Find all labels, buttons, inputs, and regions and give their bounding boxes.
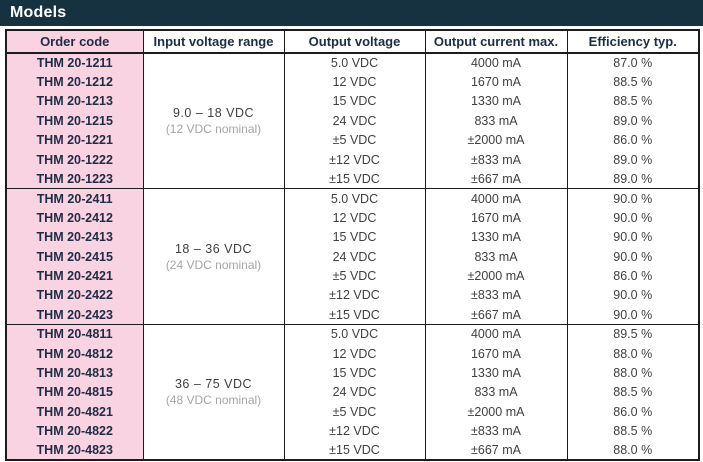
efficiency-cell: 89.5 % [567,324,699,343]
output-current-cell: 4000 mA [425,189,567,208]
output-voltage-cell: ±15 VDC [284,305,425,324]
efficiency-cell: 86.0 % [567,402,699,421]
efficiency-cell: 88.5 % [567,383,699,402]
order-code-cell: THM 20-1212 [6,72,143,91]
output-current-cell: 833 mA [425,383,567,402]
output-voltage-cell: ±5 VDC [284,266,425,285]
efficiency-cell: 88.5 % [567,72,699,91]
table-row [6,228,699,247]
efficiency-cell: 90.0 % [567,286,699,305]
order-code-cell: THM 20-2411 [6,189,143,208]
output-current-cell: 833 mA [425,111,567,130]
output-voltage-cell: ±12 VDC [284,421,425,440]
output-voltage-cell: ±5 VDC [284,131,425,150]
table-row [6,441,699,460]
efficiency-cell: 89.0 % [567,169,699,188]
output-voltage-cell: 12 VDC [284,208,425,227]
efficiency-cell: 90.0 % [567,247,699,266]
efficiency-cell: 90.0 % [567,208,699,227]
column-header-order-code: Order code [6,30,143,53]
output-voltage-cell: 15 VDC [284,363,425,382]
order-code-cell: THM 20-1211 [6,53,143,72]
output-voltage-cell: 5.0 VDC [284,189,425,208]
order-code-cell: THM 20-2415 [6,247,143,266]
table-row [6,247,699,266]
output-voltage-cell: ±5 VDC [284,402,425,421]
table-row [6,286,699,305]
input-range-text: 9.0 – 18 VDC [172,106,255,121]
table-row [6,363,699,382]
table-row [6,208,699,227]
output-current-cell: ±833 mA [425,421,567,440]
section-title-bar [0,0,703,26]
output-current-cell: ±2000 mA [425,266,567,285]
output-current-cell: 1330 mA [425,92,567,111]
model-group-3 [6,324,699,460]
output-current-cell: 1330 mA [425,228,567,247]
order-code-cell: THM 20-2412 [6,208,143,227]
input-nominal-text: (24 VDC nominal) [165,257,262,272]
table-row [6,344,699,363]
page-title: Models [10,4,67,21]
order-code-cell: THM 20-4821 [6,402,143,421]
efficiency-cell: 90.0 % [567,228,699,247]
table-row [6,131,699,150]
output-current-cell: 1670 mA [425,208,567,227]
output-current-cell: 833 mA [425,247,567,266]
table-row [6,305,699,324]
input-nominal-text: (12 VDC nominal) [165,122,262,137]
table-row [6,266,699,285]
output-current-cell: ±667 mA [425,169,567,188]
output-voltage-cell: 12 VDC [284,72,425,91]
output-current-cell: ±667 mA [425,441,567,460]
input-range-text: 18 – 36 VDC [174,241,253,256]
order-code-cell: THM 20-1221 [6,131,143,150]
column-header-input-voltage-range: Input voltage range [143,30,284,53]
order-code-cell: THM 20-4823 [6,441,143,460]
output-current-cell: ±833 mA [425,286,567,305]
table-row [6,150,699,169]
table-row [6,169,699,188]
order-code-cell: THM 20-1223 [6,169,143,188]
output-current-cell: 1670 mA [425,344,567,363]
input-voltage-range-cell [143,53,284,189]
model-group-2 [6,189,699,325]
column-header-output-voltage: Output voltage [284,30,425,53]
output-voltage-cell: 24 VDC [284,247,425,266]
order-code-cell: THM 20-2422 [6,286,143,305]
output-current-cell: 4000 mA [425,324,567,343]
efficiency-cell: 89.0 % [567,111,699,130]
table-row [6,111,699,130]
order-code-cell: THM 20-1222 [6,150,143,169]
output-voltage-cell: 12 VDC [284,344,425,363]
table-header-row [6,30,699,53]
table-row [6,383,699,402]
output-voltage-cell: ±15 VDC [284,169,425,188]
table-row [6,53,699,72]
models-table-container [5,29,698,461]
efficiency-cell: 88.0 % [567,441,699,460]
output-voltage-cell: ±12 VDC [284,286,425,305]
output-current-cell: ±2000 mA [425,402,567,421]
efficiency-cell: 90.0 % [567,305,699,324]
table-row [6,72,699,91]
output-current-cell: ±2000 mA [425,131,567,150]
table-row [6,189,699,208]
table-row [6,324,699,343]
output-voltage-cell: 24 VDC [284,111,425,130]
order-code-cell: THM 20-2423 [6,305,143,324]
output-voltage-cell: ±15 VDC [284,441,425,460]
output-voltage-cell: 15 VDC [284,92,425,111]
order-code-cell: THM 20-4813 [6,363,143,382]
order-code-cell: THM 20-4815 [6,383,143,402]
column-header-efficiency-typ: Efficiency typ. [567,30,699,53]
table-row [6,92,699,111]
output-voltage-cell: 15 VDC [284,228,425,247]
column-header-output-current-max: Output current max. [425,30,567,53]
input-nominal-text: (48 VDC nominal) [165,393,262,408]
output-current-cell: 4000 mA [425,53,567,72]
output-voltage-cell: ±12 VDC [284,150,425,169]
efficiency-cell: 89.0 % [567,150,699,169]
efficiency-cell: 88.5 % [567,421,699,440]
table-row [6,402,699,421]
efficiency-cell: 88.5 % [567,92,699,111]
efficiency-cell: 87.0 % [567,53,699,72]
output-current-cell: ±667 mA [425,305,567,324]
order-code-cell: THM 20-2413 [6,228,143,247]
output-voltage-cell: 5.0 VDC [284,53,425,72]
input-voltage-range-cell [143,324,284,460]
models-table [5,29,700,461]
order-code-cell: THM 20-4822 [6,421,143,440]
output-voltage-cell: 5.0 VDC [284,324,425,343]
efficiency-cell: 88.0 % [567,363,699,382]
efficiency-cell: 86.0 % [567,131,699,150]
order-code-cell: THM 20-2421 [6,266,143,285]
efficiency-cell: 86.0 % [567,266,699,285]
input-voltage-range-cell [143,189,284,325]
order-code-cell: THM 20-1215 [6,111,143,130]
model-group-1 [6,53,699,189]
output-voltage-cell: 24 VDC [284,383,425,402]
output-current-cell: 1670 mA [425,72,567,91]
order-code-cell: THM 20-4812 [6,344,143,363]
efficiency-cell: 88.0 % [567,344,699,363]
table-row [6,421,699,440]
input-range-text: 36 – 75 VDC [174,377,253,392]
output-current-cell: 1330 mA [425,363,567,382]
efficiency-cell: 90.0 % [567,189,699,208]
order-code-cell: THM 20-1213 [6,92,143,111]
output-current-cell: ±833 mA [425,150,567,169]
order-code-cell: THM 20-4811 [6,324,143,343]
